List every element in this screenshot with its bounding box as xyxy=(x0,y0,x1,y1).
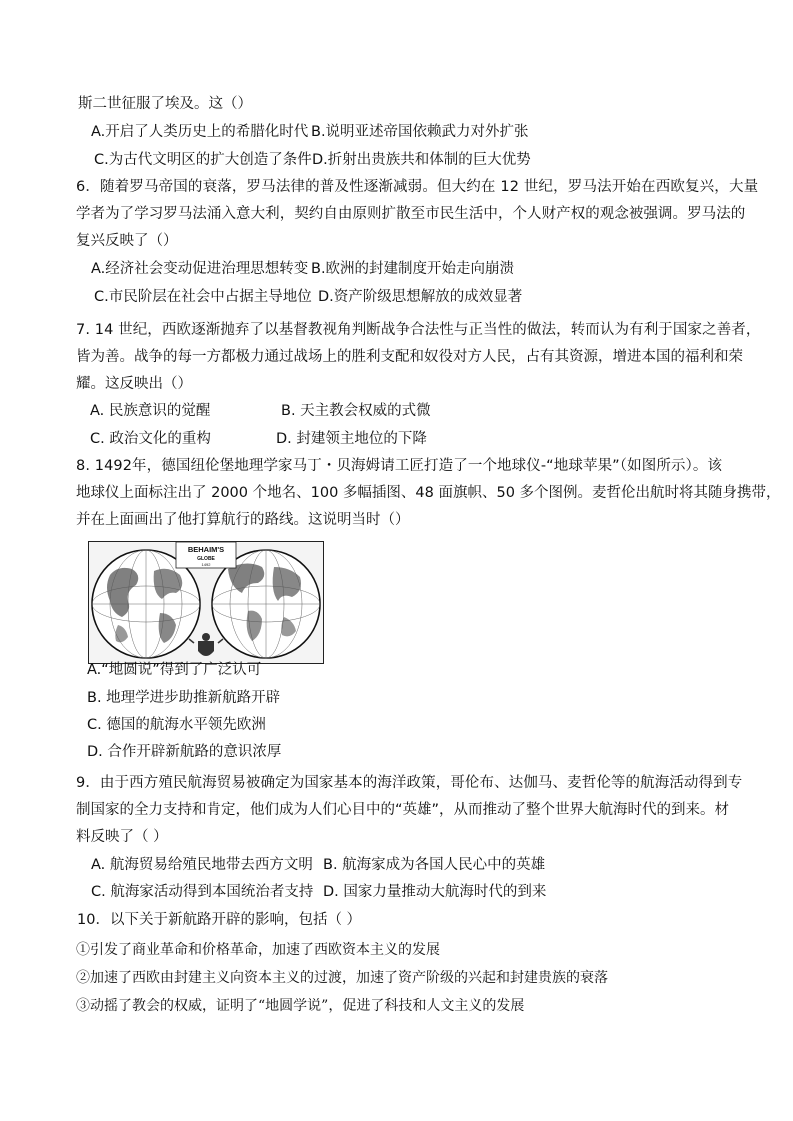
behaim-globe-figure xyxy=(88,541,324,664)
q10-item-2: ②加速了西欧由封建主义向资本主义的过渡，加速了资产阶级的兴起和封建贵族的衰落 xyxy=(76,970,608,986)
q6-option-a: A.经济社会变动促进治理思想转变 xyxy=(91,261,309,277)
q7-stem-line-2: 皆为善。战争的每一方都极力通过战场上的胜利支配和奴役对方人民，占有其资源，增进本国的福利和荣 xyxy=(76,349,743,365)
q9-stem-line-3: 料反映了（ ） xyxy=(76,829,168,845)
q6-option-c: C.市民阶层在社会中占据主导地位 xyxy=(94,289,312,305)
q8-stem-line-1: 8. 1492年，德国纽伦堡地理学家马丁・贝海姆请工匠打造了一个地球仪-“地球苹果”（如图所示）。该 xyxy=(76,458,723,474)
q7-option-c: C. 政治文化的重构 xyxy=(90,431,211,447)
globe-caption-title: BEHAIM'S xyxy=(187,545,225,554)
q9-stem-line-2: 制国家的全力支持和肯定，他们成为人们心目中的“英雄”，从而推动了整个世界大航海时代的到来。材 xyxy=(76,802,730,818)
globe-caption-subtitle: GLOBE xyxy=(197,556,215,562)
q6-stem-line-1: 6．随着罗马帝国的衰落，罗马法律的普及性逐渐减弱。但大约在 12 世纪，罗马法开始在西欧复兴，大量 xyxy=(76,179,759,195)
q7-stem-line-3: 耀。这反映出（） xyxy=(76,376,192,392)
q5-option-d: D.折射出贵族共和体制的巨大优势 xyxy=(312,152,531,168)
q9-option-b: B. 航海家成为各国人民心中的英雄 xyxy=(323,857,546,873)
q8-option-d: D. 合作开辟新航路的意识浓厚 xyxy=(87,744,282,760)
q5-option-c: C.为古代文明区的扩大创造了条件 xyxy=(94,152,312,168)
q9-stem-line-1: 9．由于西方殖民航海贸易被确定为国家基本的海洋政策，哥伦布、达伽马、麦哲伦等的航海活动得到专 xyxy=(76,775,743,791)
globe-caption-year: 1492 xyxy=(201,562,211,567)
q5-option-b: B.说明亚述帝国依赖武力对外扩张 xyxy=(311,124,529,140)
q6-option-d: D.资产阶级思想解放的成效显著 xyxy=(318,289,523,305)
q7-stem-line-1: 7. 14 世纪，西欧逐渐抛弃了以基督教视角判断战争合法性与正当性的做法，转而认为有利于国家之善者， xyxy=(76,322,761,338)
q9-option-d: D. 国家力量推动大航海时代的到来 xyxy=(323,884,547,900)
q7-option-a: A. 民族意识的觉醒 xyxy=(90,403,211,419)
q9-option-a: A. 航海贸易给殖民地带去西方文明 xyxy=(91,857,313,873)
q6-stem-line-3: 复兴反映了（） xyxy=(76,233,178,249)
q7-option-d: D. 封建领主地位的下降 xyxy=(276,431,427,447)
q10-item-3: ③动摇了教会的权威，证明了“地圆学说”，促进了科技和人文主义的发展 xyxy=(76,998,525,1014)
q8-option-c: C. 德国的航海水平领先欧洲 xyxy=(87,717,266,733)
q8-stem-line-3: 并在上面画出了他打算航行的路线。这说明当时（） xyxy=(76,512,410,528)
q9-option-c: C. 航海家活动得到本国统治者支持 xyxy=(91,884,314,900)
q10-item-1: ①引发了商业革命和价格革命，加速了西欧资本主义的发展 xyxy=(76,942,440,958)
q7-option-b: B. 天主教会权威的式微 xyxy=(281,403,431,419)
q10-stem: 10．以下关于新航路开辟的影响，包括（ ） xyxy=(77,912,362,928)
q6-option-b: B.欧洲的封建制度开始走向崩溃 xyxy=(311,261,515,277)
q5-stem-tail: 斯二世征服了埃及。这（） xyxy=(78,96,252,112)
q5-option-a: A.开启了人类历史上的希腊化时代 xyxy=(91,124,309,140)
q8-stem-line-2: 地球仪上面标注出了 2000 个地名、100 多幅插图、48 面旗帜、50 多个图例。麦哲伦出航时将其随身携带， xyxy=(76,485,781,501)
q8-option-b: B. 地理学进步助推新航路开辟 xyxy=(87,690,281,706)
q8-option-a: A.“地圆说”得到了广泛认可 xyxy=(87,662,262,678)
q6-stem-line-2: 学者为了学习罗马法涌入意大利，契约自由原则扩散至市民生活中，个人财产权的观念被强调。罗马法的 xyxy=(76,206,746,222)
